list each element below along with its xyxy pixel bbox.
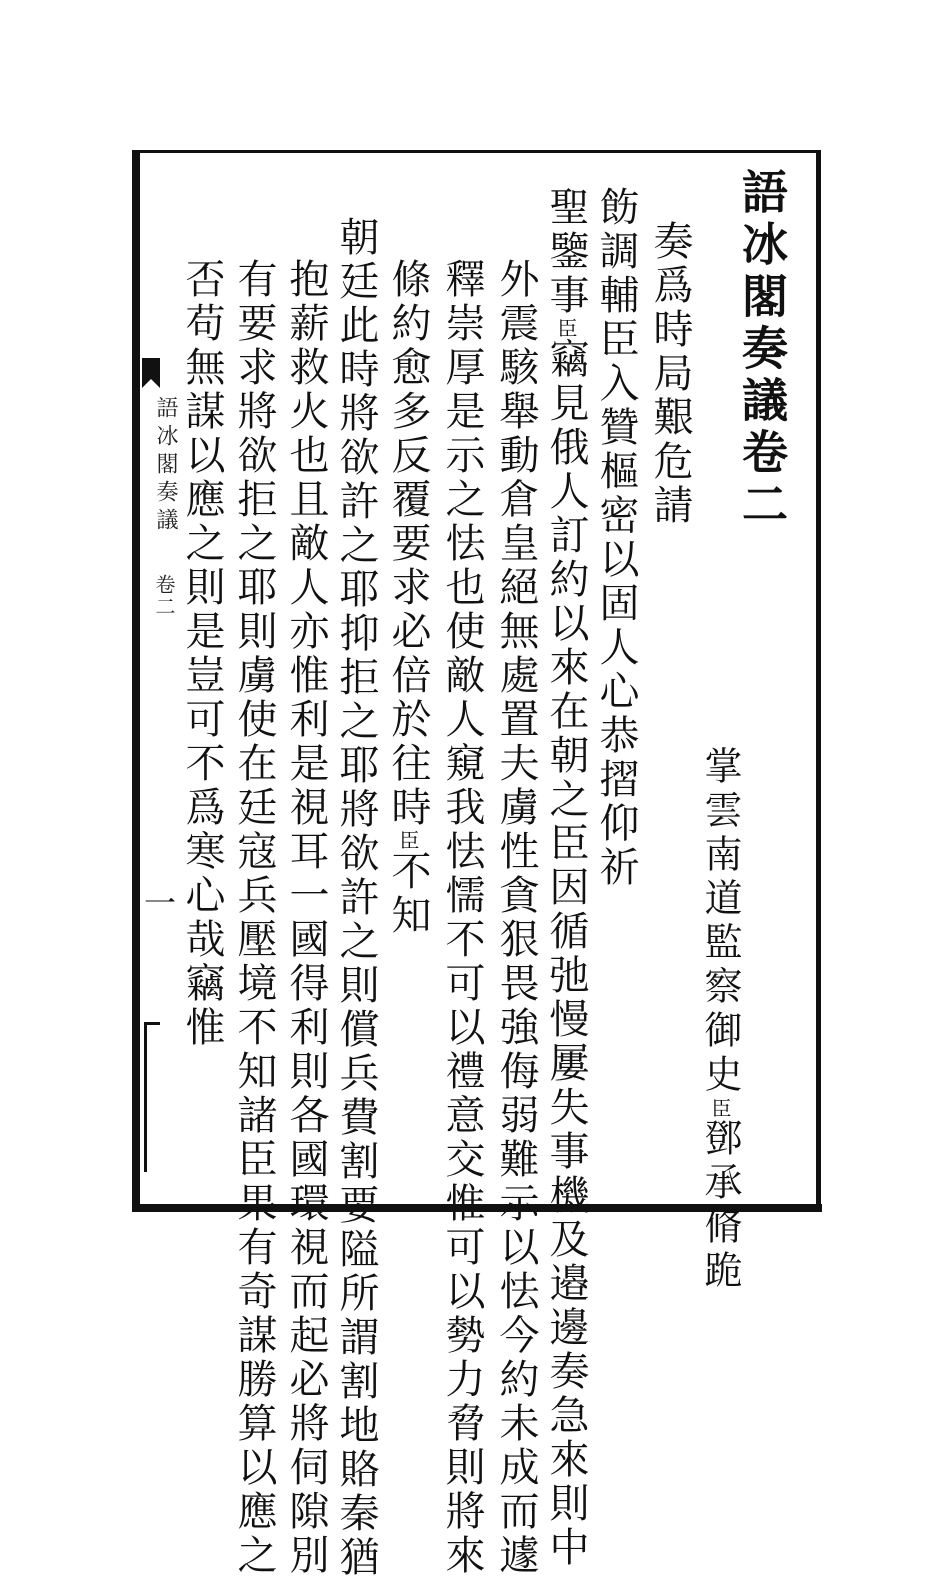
author-line xyxy=(698,746,742,1294)
frame-left-border xyxy=(132,150,140,1210)
author-name: 鄧承脩跪 xyxy=(698,1118,742,1294)
memorial-heading: 奏爲時局艱危請 xyxy=(647,220,693,528)
author-prefix: 掌雲南道監察御史 xyxy=(698,746,742,1098)
frame-top-line xyxy=(136,150,820,153)
text-column-4: 釋崇厚是示之怯也使敵人窺我怯懦不可以禮意交惟可以勢力脅則將來 xyxy=(439,258,485,1578)
text-column-8: 有要求將欲拒之耶則虜使在廷寇兵壓境不知諸臣果有奇謀勝算以應之 xyxy=(231,258,277,1578)
text-column-2 xyxy=(544,186,588,1570)
text-column-2-a: 聖鑒事 xyxy=(543,186,589,318)
text-column-5 xyxy=(386,258,430,938)
text-column-6: 朝廷此時將欲許之耶抑拒之耶將欲許之則償兵費割要隘所謂割地賂秦猶 xyxy=(333,216,379,1580)
margin-book-title: 語冰閣奏議 xyxy=(153,396,178,536)
text-column-3: 外震駭舉動倉皇絕無處置夫虜性貪狠畏強侮弱難示以怯今約未成而遽 xyxy=(493,258,539,1578)
text-column-7: 抱薪救火也且敵人亦惟利是視耳一國得利則各國環視而起必將伺隙別 xyxy=(283,258,329,1578)
text-column-1: 飭調輔臣入贊樞密以固人心恭摺仰祈 xyxy=(593,186,639,890)
text-column-2-b: 竊見俄人訂約以來在朝之臣因循弛慢屢失事機及邉邊奏急來則中 xyxy=(543,338,589,1570)
fishtail-mark-icon xyxy=(142,358,160,388)
text-column-5-a: 條約愈多反覆要求必倍於往時 xyxy=(385,258,431,830)
margin-volume: 卷二 xyxy=(152,574,176,618)
page-title: 語冰閣奏議卷二 xyxy=(735,168,789,532)
text-column-2-chen: 臣 xyxy=(554,318,578,338)
text-column-5-chen: 臣 xyxy=(396,830,420,850)
author-chen: 臣 xyxy=(708,1098,732,1118)
margin-corner-mark xyxy=(144,1022,160,1172)
page-number: 一 xyxy=(144,884,177,922)
text-column-5-b: 不知 xyxy=(385,850,431,938)
frame-right-border xyxy=(816,150,821,1212)
text-column-9: 否苟無謀以應之則是豈可不爲寒心哉竊惟 xyxy=(179,258,225,1050)
